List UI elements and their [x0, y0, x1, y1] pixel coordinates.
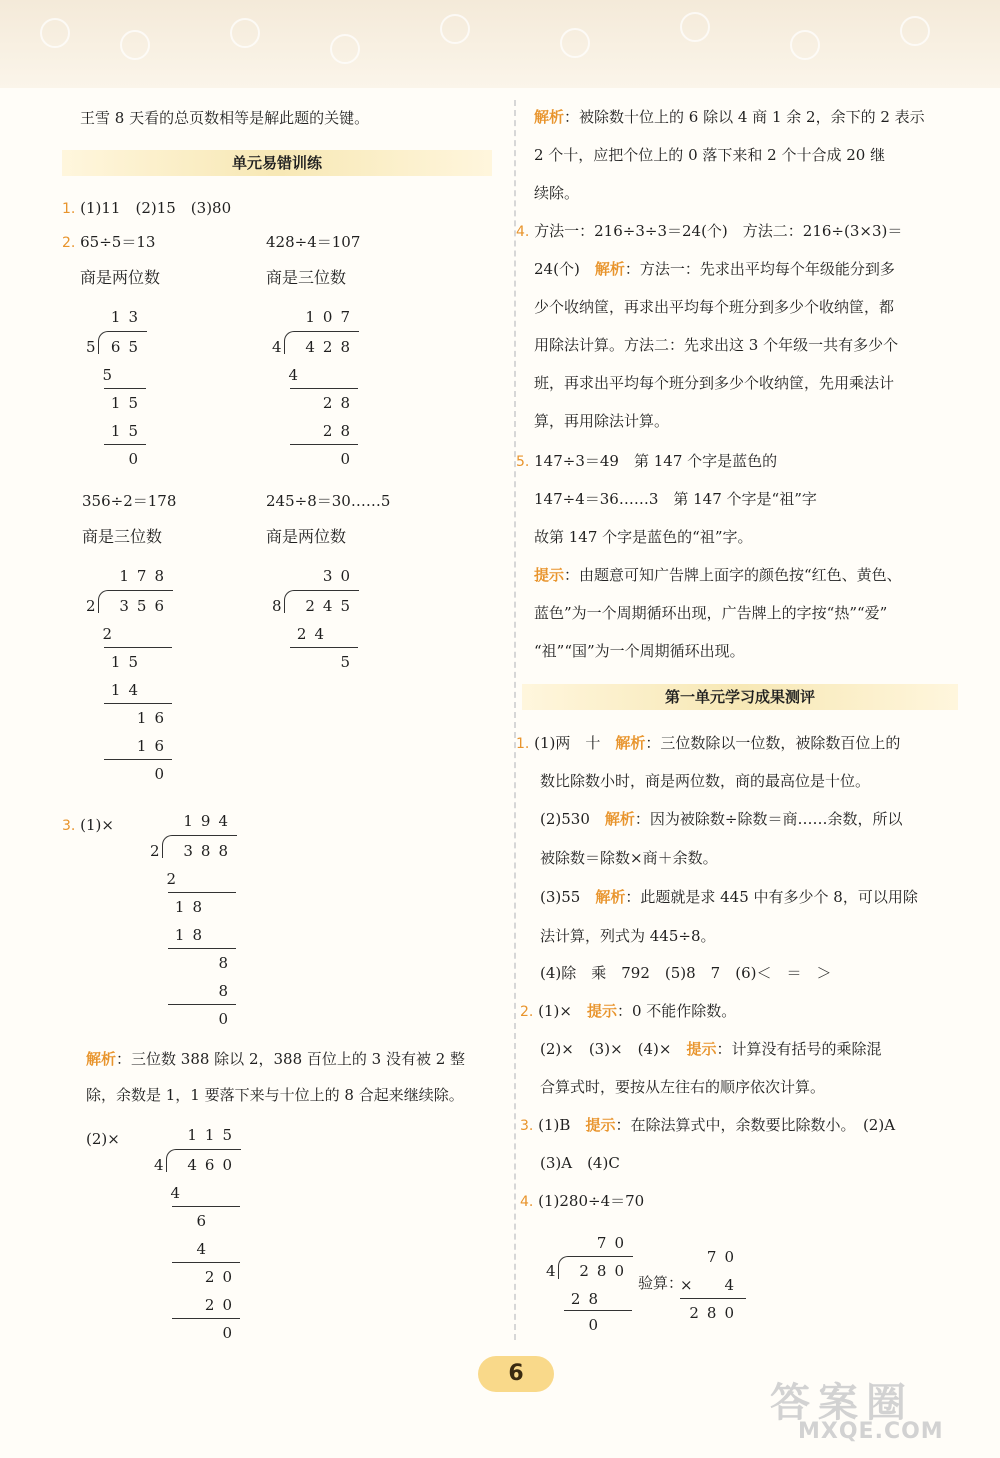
times-sign: × [680, 1276, 701, 1294]
step: 4 [288, 366, 306, 384]
divisor: 8 [272, 597, 290, 615]
quotient: 30 [322, 567, 358, 585]
t1-line4: 被除数＝除数×商＋余数。 [540, 849, 718, 867]
dividend: 428 [305, 338, 358, 356]
q2-c-note: 商是三位数 [82, 527, 163, 546]
hint-text: ：在除法算式中，余数要比除数小。 (2)A [615, 1116, 896, 1134]
step: 20 [204, 1296, 240, 1314]
step: 4 [170, 1184, 188, 1202]
step: 6 [196, 1212, 214, 1230]
q2-d-equation: 245÷8＝30……5 [266, 492, 391, 510]
step: 16 [136, 709, 172, 727]
q4-line5: 班，再求出平均每个班分到多少个收纳筐，先用乘法计 [534, 374, 895, 392]
t3-number: 3. [520, 1118, 534, 1134]
q1-number: 1. [62, 201, 76, 217]
q4-number: 4. [516, 224, 530, 240]
analysis-tag: 解析 [86, 1050, 117, 1068]
analysis-text: ：被除数十位上的 6 除以 4 商 1 余 2，余下的 2 表示 [564, 108, 925, 126]
dividend: 388 [183, 842, 236, 860]
quotient: 70 [596, 1234, 632, 1252]
t3-answer: (1)B [538, 1116, 571, 1134]
q3-part1-label [62, 816, 114, 835]
q2-d-note: 商是两位数 [266, 527, 347, 546]
watermark-url: MXQE.COM [798, 1419, 944, 1444]
divisor: 2 [86, 597, 104, 615]
dividend: 460 [187, 1156, 240, 1174]
remainder: 0 [588, 1316, 606, 1334]
hint-tag: 提示 [585, 1116, 616, 1134]
t2-line1 [520, 1002, 736, 1021]
step: 2 [102, 625, 120, 643]
section-title-unit-errors: 单元易错训练 [62, 150, 492, 176]
t3-line2: (3)A (4)C [540, 1154, 620, 1172]
t1-line5 [540, 888, 918, 906]
q3-analysis-line2: 除，余数是 1，1 要落下来与十位上的 8 合起来继续除。 [86, 1086, 464, 1104]
q5-hint-line3: “祖”“国”为一个周期循环出现。 [534, 642, 745, 660]
t1-line6: 法计算，列式为 445÷8。 [540, 927, 716, 945]
analysis-tag: 解析 [534, 108, 565, 126]
remainder: 0 [340, 450, 358, 468]
divisor: 4 [154, 1156, 172, 1174]
t1-number: 1. [516, 736, 530, 752]
check-multiplicand: 70 [706, 1248, 742, 1266]
divisor: 2 [150, 842, 168, 860]
analysis-tag: 解析 [595, 888, 626, 906]
intro-text: 王雪 8 天看的总页数相等是解此题的关键。 [80, 109, 370, 127]
right-top-line3: 续除。 [534, 184, 580, 202]
hint-text: ：由题意可知广告牌上面字的颜色按“红色、黄色、 [564, 566, 902, 584]
q3-number: 3. [62, 818, 76, 834]
remainder: 0 [218, 1010, 236, 1028]
q2-b-equation: 428÷4＝107 [266, 233, 361, 251]
q4-line1 [516, 222, 902, 241]
q5-number: 5. [516, 454, 530, 470]
t2-answer-2: (2)× (3)× (4)× [540, 1040, 672, 1058]
analysis-text: ：此题就是求 445 中有多少个 8，可以用除 [625, 888, 918, 906]
step: 16 [136, 737, 172, 755]
step: 2 [166, 870, 184, 888]
divisor: 4 [272, 338, 290, 356]
q5-line2: 147÷4＝36……3 第 147 个字是“祖”字 [534, 490, 817, 508]
q3-p1-text: (1)× [80, 816, 114, 834]
step: 15 [110, 653, 146, 671]
hint-text: ：0 不能作除数。 [617, 1002, 737, 1020]
remainder: 5 [340, 653, 358, 671]
check-label: 验算： [638, 1274, 684, 1292]
hint-tag: 提示 [534, 566, 565, 584]
section-title-unit-one-test: 第一单元学习成果测评 [522, 684, 958, 710]
watermark-text: 答案圈 [770, 1380, 914, 1426]
step: 18 [174, 898, 210, 916]
t1-line2: 数比除数小时，商是两位数，商的最高位是十位。 [540, 772, 871, 790]
analysis-text: ：三位数除以一位数，被除数百位上的 [645, 734, 901, 752]
step: 28 [322, 394, 358, 412]
step: 18 [174, 926, 210, 944]
quotient: 194 [183, 812, 236, 830]
step: 28 [570, 1290, 606, 1308]
analysis-text: ：因为被除数÷除数＝商……余数，所以 [634, 810, 903, 828]
right-top-line2: 2 个十，应把个位上的 0 落下来和 2 个十合成 20 继 [534, 146, 886, 164]
q2-a-eq-text: 65÷5＝13 [80, 233, 156, 251]
q4-line4: 用除法计算。方法二：先求出这 3 个年级一共有多少个 [534, 336, 899, 354]
q4-line6: 算，再用除法计算。 [534, 412, 670, 430]
t1-answer-3: (3)55 [540, 888, 581, 906]
analysis-tag: 解析 [594, 260, 625, 278]
step: 15 [110, 394, 146, 412]
quotient: 115 [187, 1126, 240, 1144]
step: 15 [110, 422, 146, 440]
analysis-tag: 解析 [604, 810, 635, 828]
q4-text: 方法一：216÷3÷3＝24(个) 方法二：216÷(3×3)＝ [534, 222, 903, 240]
t4-equation: (1)280÷4＝70 [538, 1192, 645, 1210]
dividend: 356 [119, 597, 172, 615]
t1-answer: (1)两 十 [534, 734, 601, 752]
q5-hint-line1 [534, 566, 902, 584]
t1-line1 [516, 734, 900, 753]
step: 4 [196, 1240, 214, 1258]
q2-a-note: 商是两位数 [80, 268, 161, 287]
t4-number: 4. [520, 1194, 534, 1210]
t1-line3 [540, 810, 903, 828]
step: 5 [102, 366, 120, 384]
remainder: 0 [154, 765, 172, 783]
step: 20 [204, 1268, 240, 1286]
q2-c-equation: 356÷2＝178 [82, 492, 177, 510]
t2-answer: (1)× [538, 1002, 572, 1020]
t1-line7: (4)除 乘 792 (5)8 7 (6)＜ ＝ ＞ [540, 964, 832, 982]
q2-b-note: 商是三位数 [266, 268, 347, 287]
right-top-analysis-line1 [534, 108, 925, 126]
divisor: 4 [546, 1262, 564, 1280]
analysis-tag: 解析 [615, 734, 646, 752]
analysis-text: ：三位数 388 除以 2，388 百位上的 3 没有被 2 整 [116, 1050, 466, 1068]
step: 8 [218, 982, 236, 1000]
check-product: 280 [689, 1304, 742, 1322]
step: 24 [296, 625, 332, 643]
q1 [62, 199, 231, 218]
step: 14 [110, 681, 146, 699]
q1-text: (1)11 (2)15 (3)80 [80, 199, 232, 217]
t1-answer-2: (2)530 [540, 810, 590, 828]
t2-number: 2. [520, 1004, 534, 1020]
t4-line1 [520, 1192, 644, 1211]
q4-answer: 24(个) [534, 260, 580, 278]
step: 8 [218, 954, 236, 972]
column-divider [514, 100, 516, 1340]
t2-line2 [540, 1040, 882, 1058]
q3-part2-label: (2)× [86, 1130, 120, 1148]
dividend: 245 [305, 597, 358, 615]
q2-a-equation [62, 233, 155, 252]
remainder: 0 [128, 450, 146, 468]
divisor: 5 [86, 338, 104, 356]
hint-text: ：计算没有括号的乘除混 [716, 1040, 882, 1058]
q4-line3: 少个收纳筐，再求出平均每个班分到多少个收纳筐，都 [534, 298, 895, 316]
q5-line3: 故第 147 个字是蓝色的“祖”字。 [534, 528, 753, 546]
hint-tag: 提示 [586, 1002, 617, 1020]
watermark-logo [770, 1375, 990, 1447]
quotient: 107 [305, 308, 358, 326]
q3-analysis-line1 [86, 1050, 465, 1068]
top-decorative-band [0, 0, 1000, 88]
check-multiplier: 4 [724, 1276, 742, 1294]
q5-hint-line2: 蓝色”为一个周期循环出现，广告牌上的字按“热”“爱” [534, 604, 888, 622]
dividend: 65 [110, 338, 146, 356]
analysis-text: ：方法一：先求出平均每个年级能分到多 [624, 260, 895, 278]
quotient: 178 [119, 567, 172, 585]
dividend: 280 [579, 1262, 632, 1280]
quotient: 13 [110, 308, 146, 326]
step: 28 [322, 422, 358, 440]
hint-tag: 提示 [686, 1040, 717, 1058]
t2-line3: 合算式时，要按从左往右的顺序依次计算。 [540, 1078, 826, 1096]
q5-line1 [516, 452, 777, 471]
t3-line1 [520, 1116, 895, 1135]
remainder: 0 [222, 1324, 240, 1342]
q4-line2 [534, 260, 895, 278]
q5-text: 147÷3＝49 第 147 个字是蓝色的 [534, 452, 778, 470]
q2-number: 2. [62, 235, 76, 251]
page-number-badge: 6 [478, 1356, 554, 1392]
